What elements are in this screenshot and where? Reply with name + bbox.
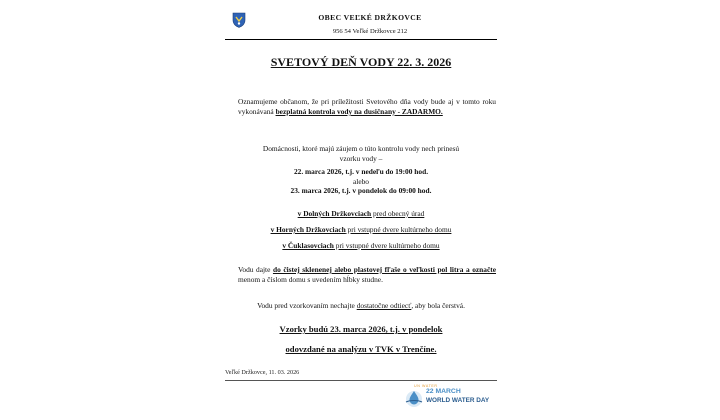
free-test-highlight: bezplatná kontrola vody na dusičnany - ZADARMO.	[275, 107, 443, 116]
world-water-day-logo	[404, 384, 500, 408]
flush-instructions-prefix: Vodu pred vzorkovaním nechajte	[257, 301, 357, 310]
flush-instructions-highlight: dostatočne odtiecť	[356, 301, 412, 310]
location-detail: pri vstupné dvere kultúrneho domu	[333, 241, 440, 250]
header-divider	[225, 39, 497, 40]
deadline-date-2: 23. marca 2026, t.j. v pondelok do 09:00 hod.	[290, 186, 432, 195]
location-place: v Dolných Držkovciach	[297, 209, 372, 218]
location-detail: pred obecný úrad	[371, 209, 425, 218]
logo-date: 22 MARCH	[426, 388, 461, 395]
location-item	[225, 225, 497, 235]
closing-line-2: odovzdané na analýzu v TVK v Trenčíne.	[285, 344, 437, 354]
logo-tagline: UN WATER	[414, 384, 438, 388]
page-title: SVETOVÝ DEŇ VODY 22. 3. 2026	[270, 55, 452, 69]
logo-name: WORLD WATER DAY	[426, 397, 490, 404]
announcement-paragraph	[238, 97, 496, 117]
location-item	[225, 241, 497, 251]
request-line-1: Domácnosti, ktoré majú záujem o túto kontrolu vody nech prinesú	[262, 144, 460, 153]
bottle-instructions-prefix: Vodu dajte	[238, 265, 273, 274]
deadline-date-1: 22. marca 2026, t.j. v nedeľu do 19:00 hod.	[293, 167, 429, 176]
location-place: v Horných Držkovciach	[270, 225, 346, 234]
location-place: v Čuklasovciach	[282, 241, 334, 250]
water-drop-icon	[404, 388, 424, 408]
location-item	[225, 209, 497, 219]
municipality-address: 956 54 Veľké Držkovce 212	[332, 28, 408, 35]
footer-divider	[225, 380, 497, 381]
coat-of-arms-icon	[232, 12, 246, 28]
deadline-or: alebo	[352, 177, 369, 186]
location-detail: pri vstupné dvere kultúrneho domu	[345, 225, 452, 234]
announcement-text: Oznamujeme občanom, že pri príležitosti Svetového dňa vody bude aj v tomto roku vykonávaná	[238, 97, 496, 116]
bottle-instructions	[238, 265, 496, 285]
closing-line-1: Vzorky budú 23. marca 2026, t.j. v pondelok	[279, 324, 443, 334]
flush-instructions-suffix: , aby bola čerstvá.	[411, 301, 465, 310]
bottle-instructions-suffix: menom a číslom domu s uvedením hĺbky studne.	[238, 275, 383, 284]
footer-date: Veľké Držkovce, 11. 03. 2026	[225, 369, 300, 376]
municipality-name: OBEC VEĽKÉ DRŽKOVCE	[318, 13, 422, 22]
flush-instructions	[225, 301, 497, 311]
bottle-instructions-highlight: do čistej sklenenej alebo plastovej fľaše o veľkosti pol litra a označte	[272, 265, 497, 274]
request-line-2: vzorku vody –	[339, 154, 383, 163]
